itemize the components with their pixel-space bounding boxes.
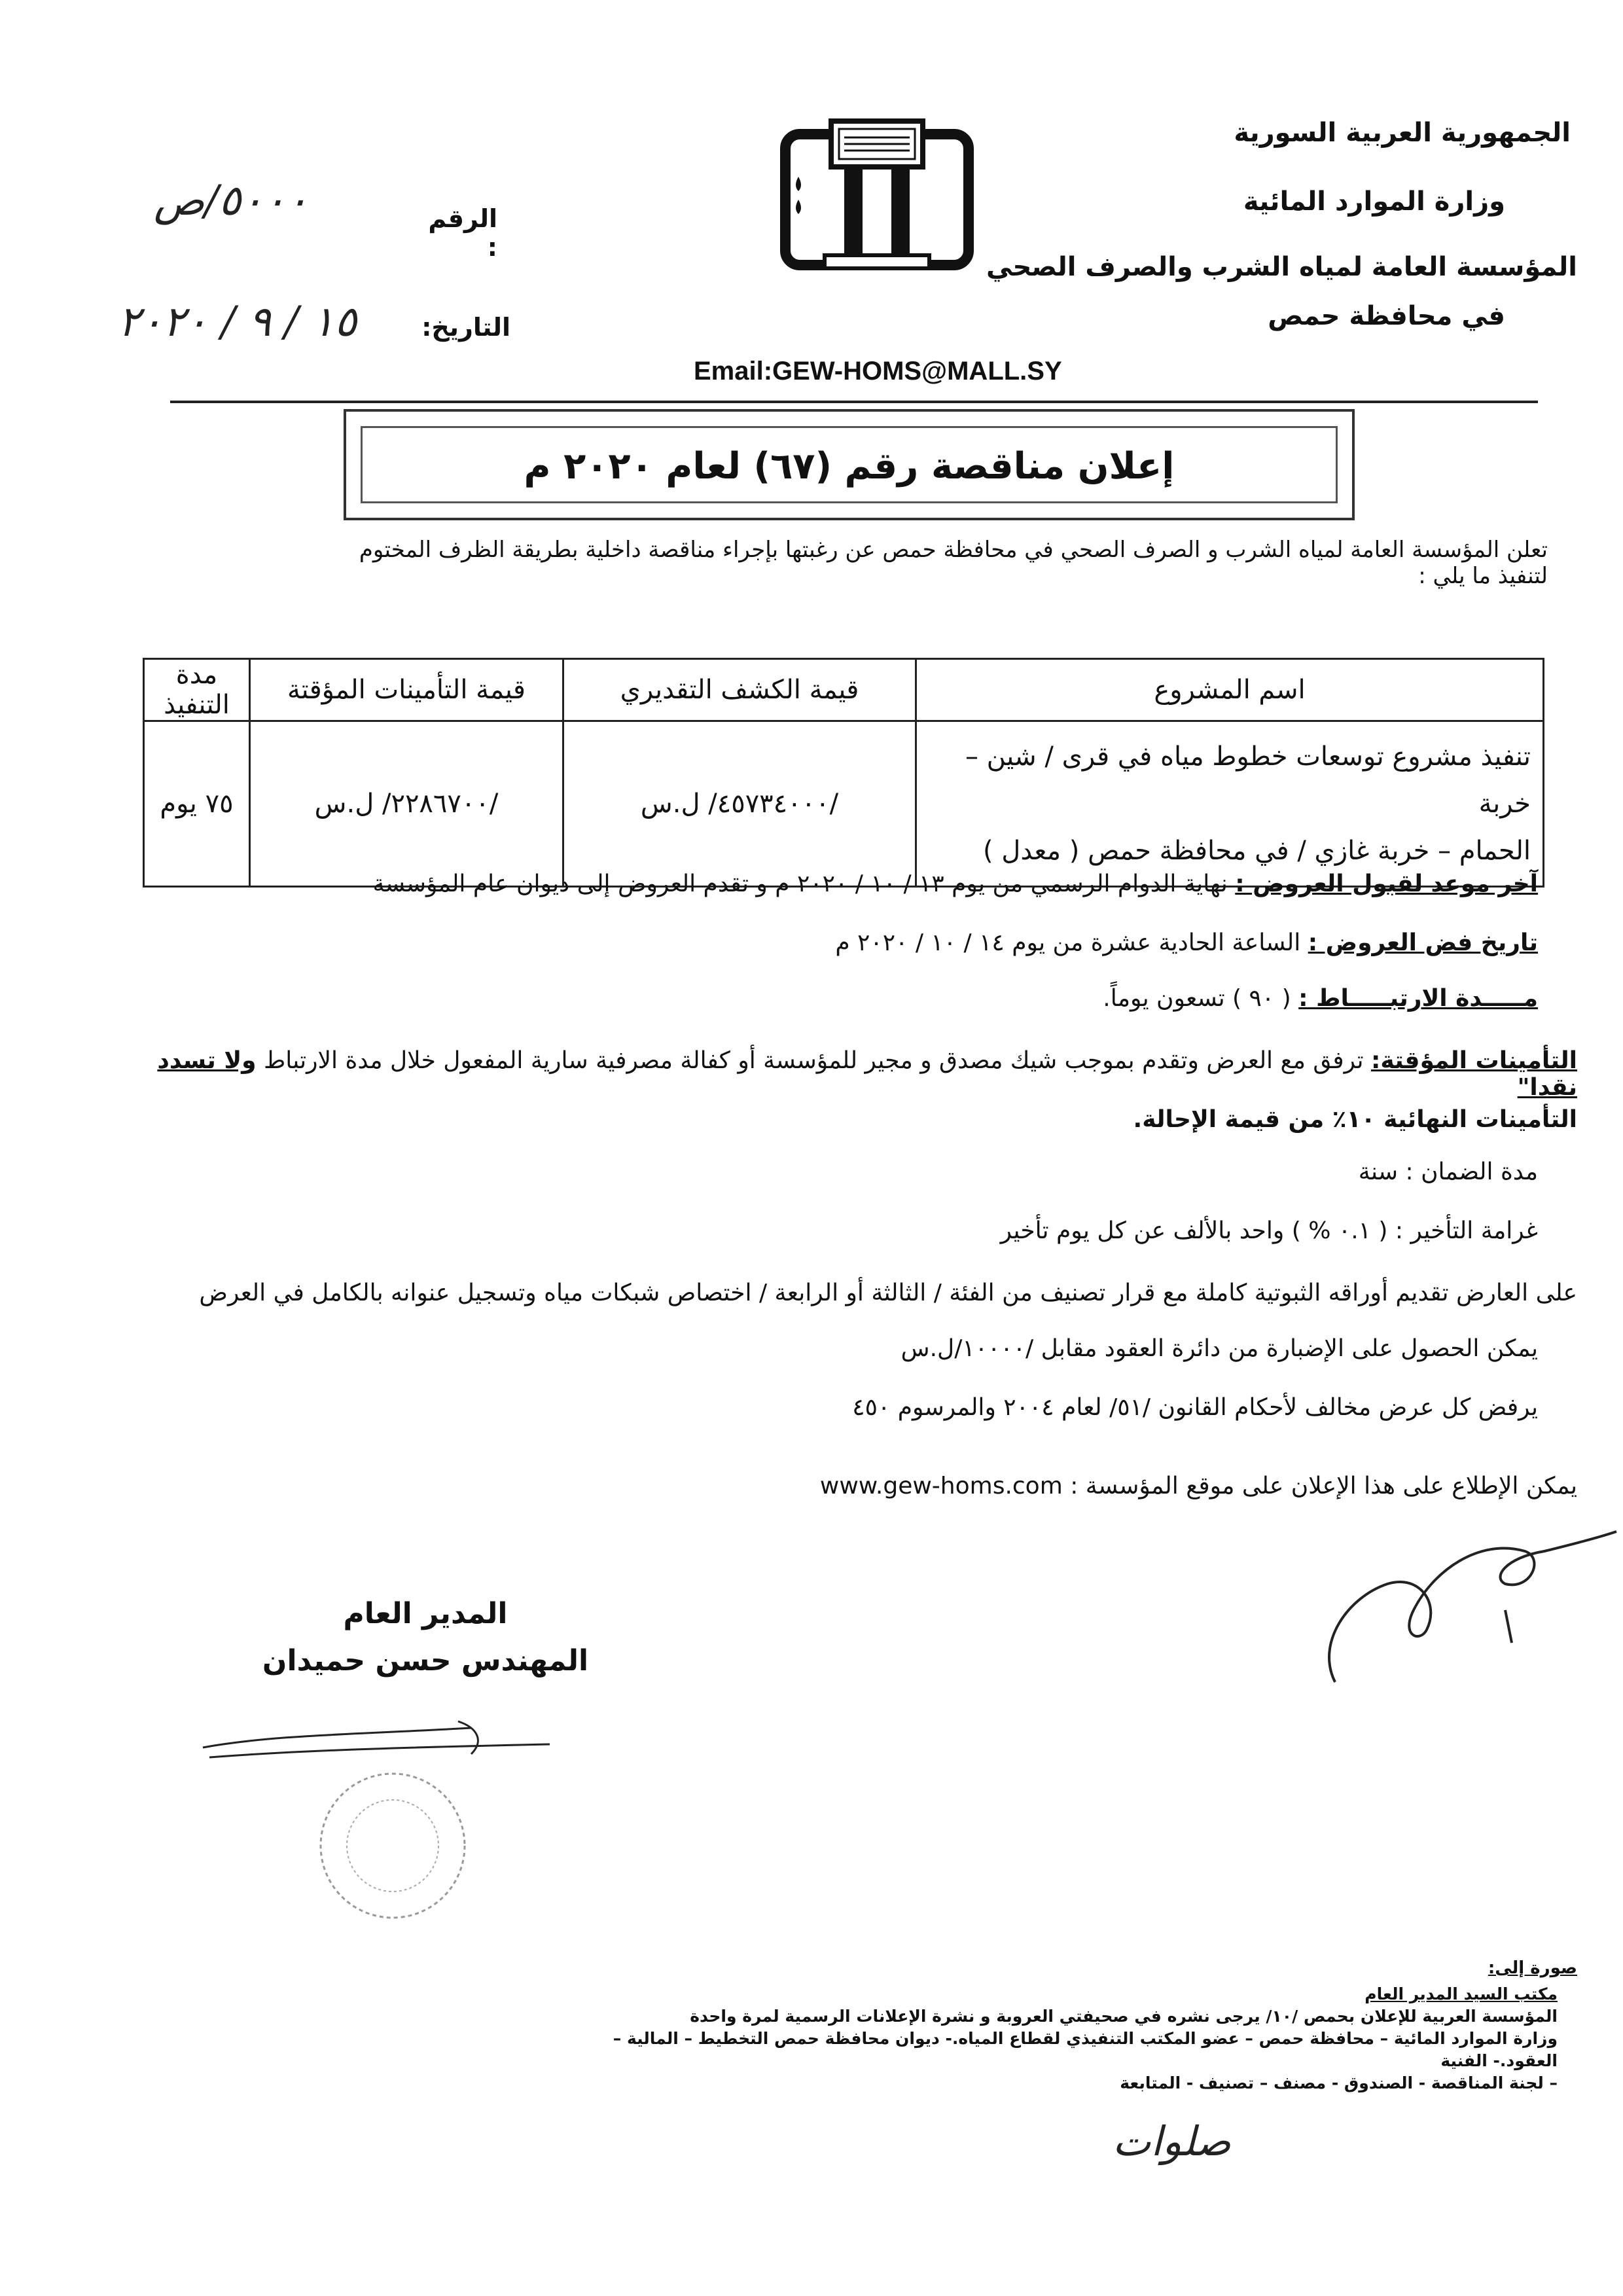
booklet-line: يمكن الحصول على الإضبارة من دائرة العقود مقابل /١٠٠٠٠/ل.س xyxy=(901,1335,1538,1362)
duration-cell: ٧٥ يوم xyxy=(144,721,250,887)
opening-label: تاريخ فض العروض : xyxy=(1308,929,1538,956)
handwritten-signature xyxy=(1309,1512,1623,1708)
penalty-line: غرامة التأخير : ( ٠.١ % ) واحد بالألف عن كل يوم تأخير xyxy=(1000,1217,1538,1244)
table-header-row xyxy=(144,659,1544,721)
copy-item: وزارة الموارد المائية – محافظة حمص – عضو المكتب التنفيذي لقطاع المياه.- ديوان محافظة حمص التخطيط – المالية – العقود.- الفنية xyxy=(613,2029,1558,2070)
temp-bond-label: التأمينات المؤقتة: xyxy=(1370,1047,1577,1074)
validity-text: ( ٩٠ ) تسعون يوماً. xyxy=(1103,985,1291,1012)
warranty-line: مدة الضمان : سنة xyxy=(1358,1158,1538,1185)
governorate-name: في محافظة حمص xyxy=(1268,301,1505,331)
estimate-cell: /٤٥٧٣٤٠٠٠/ ل.س xyxy=(563,721,916,887)
col-bond: قيمة التأمينات المؤقتة xyxy=(250,659,563,721)
deadline-label: آخر موعد لقبول العروض : xyxy=(1235,870,1538,897)
table-row xyxy=(144,721,1544,887)
copy-item: مكتب السيد المدير العام xyxy=(1364,1984,1558,2003)
bond-cell: /٢٢٨٦٧٠٠/ ل.س xyxy=(250,721,563,887)
signatory-position: المدير العام xyxy=(343,1597,508,1630)
col-duration: مدة التنفيذ xyxy=(144,659,250,721)
copy-item: المؤسسة العربية للإعلان بحمص /١٠/ يرجى نشره في صحيفتي العروبة و نشرة الإعلانات الرسمية لمرة واحدة xyxy=(690,2007,1558,2026)
reference-number: ٥٠٠٠/ص xyxy=(154,177,309,225)
email-address: Email:GEW-HOMS@MALL.SY xyxy=(694,357,1062,386)
date-label: التاريخ: xyxy=(421,313,510,342)
establishment-name: المؤسسة العامة لمياه الشرب والصرف الصحي xyxy=(986,252,1577,282)
reject-line: يرفض كل عرض مخالف لأحكام القانون /٥١/ لعام ٢٠٠٤ والمرسوم ٤٥٠ xyxy=(852,1394,1538,1421)
header-divider xyxy=(170,401,1538,403)
temp-bond-warning: ولا تسدد نقدا" xyxy=(157,1047,1577,1101)
copies-label: صورة إلى: xyxy=(1488,1958,1577,1978)
date-value: ١٥ / ٩ / ٢٠٢٠ xyxy=(118,298,357,346)
col-estimate: قيمة الكشف التقديري xyxy=(563,659,916,721)
final-bond-line: التأمينات النهائية ١٠٪ من قيمة الإحالة. xyxy=(1133,1106,1577,1133)
intro-paragraph: تعلن المؤسسة العامة لمياه الشرب و الصرف الصحي في محافظة حمص عن رغبتها بإجراء مناقصة داخلية بطريقة الظرف المختوم لتنفيذ ما يلي : xyxy=(359,537,1548,589)
project-line-2: الحمام – خربة غازي / في محافظة حمص ( معدل ) xyxy=(982,836,1531,866)
col-project: اسم المشروع xyxy=(916,659,1544,721)
reference-label: الرقم : xyxy=(428,204,497,262)
validity-line xyxy=(294,985,1538,1012)
docs-line: على العارض تقديم أوراقه الثبوتية كاملة مع قرار تصنيف من الفئة / الثالثة أو الرابعة / اختصاص شبكات مياه وتسجيل عنوانه بالكامل في العرض xyxy=(199,1280,1577,1306)
organization-logo xyxy=(779,115,975,278)
website-line: يمكن الإطلاع على هذا الإعلان على موقع المؤسسة : www.gew-homs.com xyxy=(819,1473,1577,1499)
signatory-name: المهندس حسن حميدان xyxy=(262,1644,589,1677)
validity-label: مـــــدة الارتبـــــاط : xyxy=(1298,985,1538,1012)
project-cell xyxy=(916,721,1544,887)
project-line-1: تنفيذ مشروع توسعات خطوط مياه في قرى / شين – خربة xyxy=(965,742,1531,819)
announcement-title: إعلان مناقصة رقم (٦٧) لعام ٢٠٢٠ م xyxy=(524,445,1175,488)
country-name: الجمهورية العربية السورية xyxy=(1234,118,1571,148)
opening-line xyxy=(294,929,1538,956)
deadline-line xyxy=(294,870,1538,897)
handwritten-note: صلوات xyxy=(1113,2117,1231,2165)
temp-bond-text: ترفق مع العرض وتقدم بموجب شيك مصدق و مجير للمؤسسة أو كفالة مصرفية سارية المفعول خلال مدة الارتباط xyxy=(263,1047,1364,1074)
copies-list xyxy=(576,1983,1558,2094)
temp-bond-line xyxy=(151,1047,1577,1101)
tender-table xyxy=(143,658,1544,888)
ministry-name: وزارة الموارد المائية xyxy=(1243,187,1505,217)
signature-block xyxy=(262,1590,589,1685)
deadline-text: نهاية الدوام الرسمي من يوم ١٣ / ١٠ / ٢٠٢٠ م و تقدم العروض إلى ديوان عام المؤسسة xyxy=(372,870,1228,897)
opening-text: الساعة الحادية عشرة من يوم ١٤ / ١٠ / ٢٠٢٠ م xyxy=(835,929,1301,956)
official-stamp xyxy=(196,1715,563,1931)
copy-item: – لجنة المناقصة - الصندوق - مصنف – تصنيف - المتابعة xyxy=(1120,2073,1558,2092)
